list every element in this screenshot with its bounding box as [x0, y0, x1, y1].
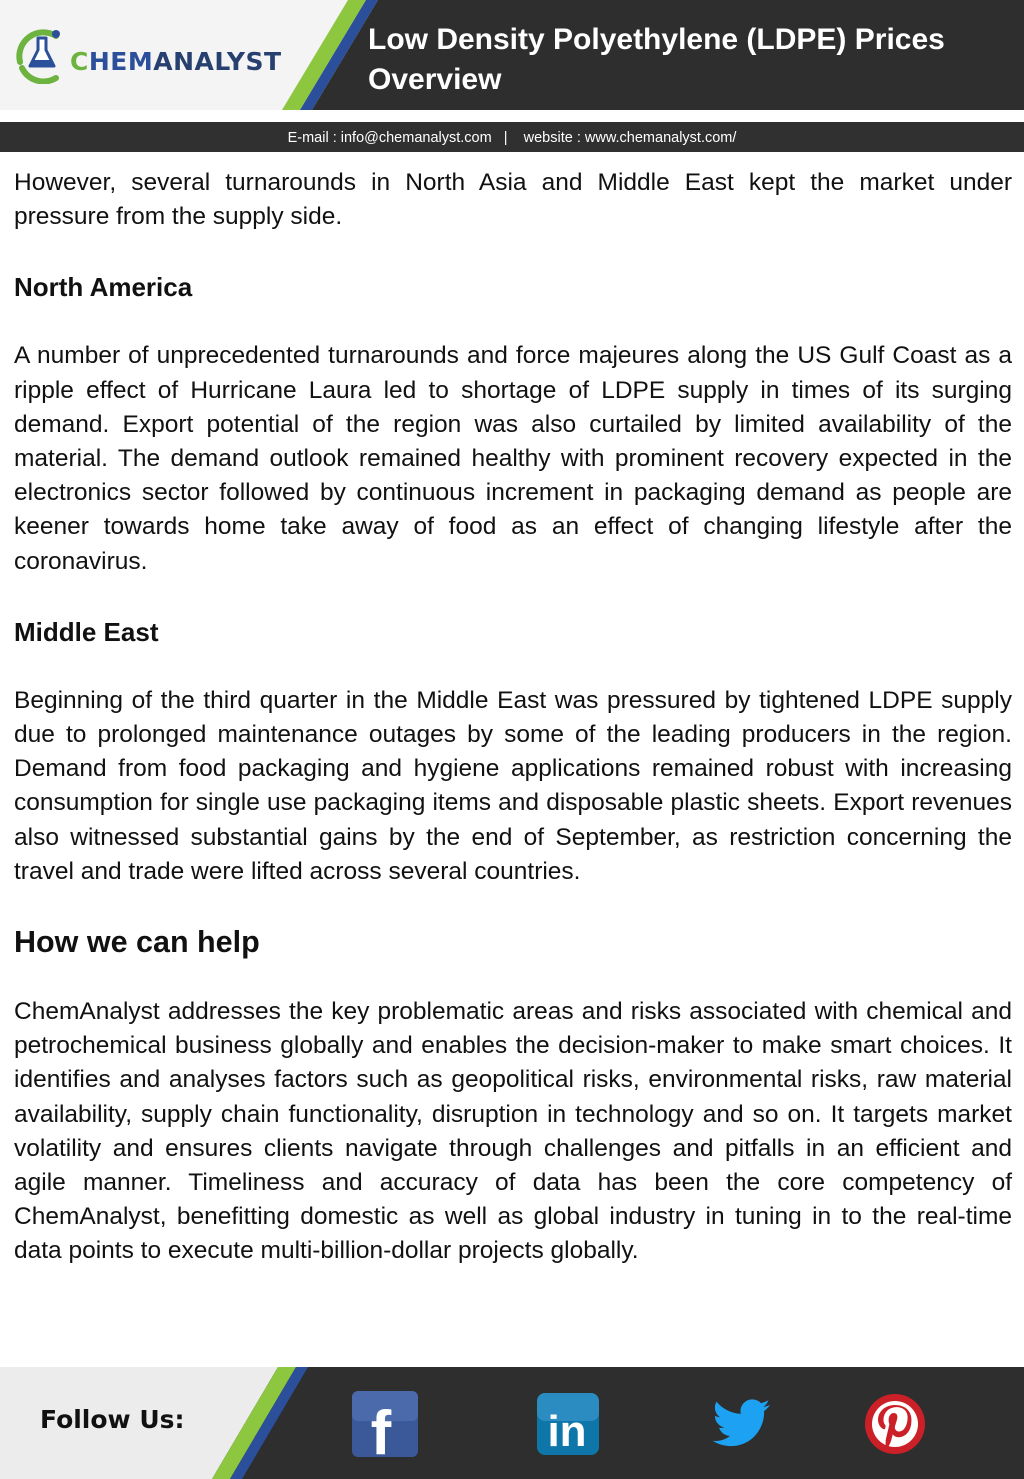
- svg-text:in: in: [547, 1407, 587, 1456]
- intro-paragraph: However, several turnarounds in North Asia and Middle East kept the market under pressure from the supply side.: [14, 169, 1012, 231]
- page-footer: [0, 1367, 1024, 1479]
- how-we-can-help-heading: How we can help: [14, 925, 260, 960]
- chemanalyst-logo[interactable]: [12, 24, 302, 84]
- facebook-icon[interactable]: [352, 1391, 418, 1457]
- middle-east-paragraph: Beginning of the third quarter in the Middle East was pressured by tightened LDPE supply due to prolonged maintenance outages by some of the leading producers in the region. Demand from food packaging and hygiene applications remained robust with increasing consumption for single use packaging items and disposable plastic sheets. Export revenues also witnessed substantial gains by the end of September, as restriction concerning the travel and trade were lifted across several countries.: [14, 686, 1012, 885]
- page-header: [0, 0, 1024, 110]
- article-body: [14, 166, 1012, 1269]
- linkedin-icon[interactable]: [535, 1391, 601, 1457]
- flask-logo-icon: [12, 24, 72, 84]
- twitter-icon[interactable]: [710, 1391, 776, 1457]
- follow-us-label: Follow Us:: [40, 1405, 185, 1434]
- svg-text:f: f: [370, 1399, 392, 1457]
- logo-wordmark: CHEMANALYST: [70, 47, 282, 76]
- contact-bar: E-mail : info@chemanalyst.com | website : www.chemanalyst.com/: [0, 122, 1024, 152]
- page-title: Low Density Polyethylene (LDPE) Prices Overview: [368, 23, 945, 96]
- how-we-can-help-paragraph: ChemAnalyst addresses the key problematic areas and risks associated with chemical and petrochemical business globally and enables the decision-maker to make smart choices. It identifies and analyses factors such as geopolitical risks, environmental risks, raw material availability, supply chain functionality, disruption in technology and so on. It targets market volatility and ensures clients navigate through challenges and pitfalls in an efficient and agile manner. Timeliness and accuracy of data has been the core competency of ChemAnalyst, benefitting domestic as well as global industry in tuning in to the real-time data points to execute multi-billion-dollar projects globally.: [14, 998, 1012, 1265]
- north-america-heading: North America: [14, 272, 193, 303]
- pinterest-icon[interactable]: [862, 1391, 928, 1457]
- north-america-paragraph: A number of unprecedented turnarounds and force majeures along the US Gulf Coast as a ripple effect of Hurricane Laura led to shortage of LDPE supply in times of its surging demand. Export potential of the region was also curtailed by limited availability of the material. The demand outlook remained healthy with prominent recovery expected in the electronics sector followed by continuous increment in packaging demand as people are keener towards home take away of food as an effect of changing lifestyle after the coronavirus.: [14, 342, 1012, 575]
- middle-east-heading: Middle East: [14, 616, 159, 647]
